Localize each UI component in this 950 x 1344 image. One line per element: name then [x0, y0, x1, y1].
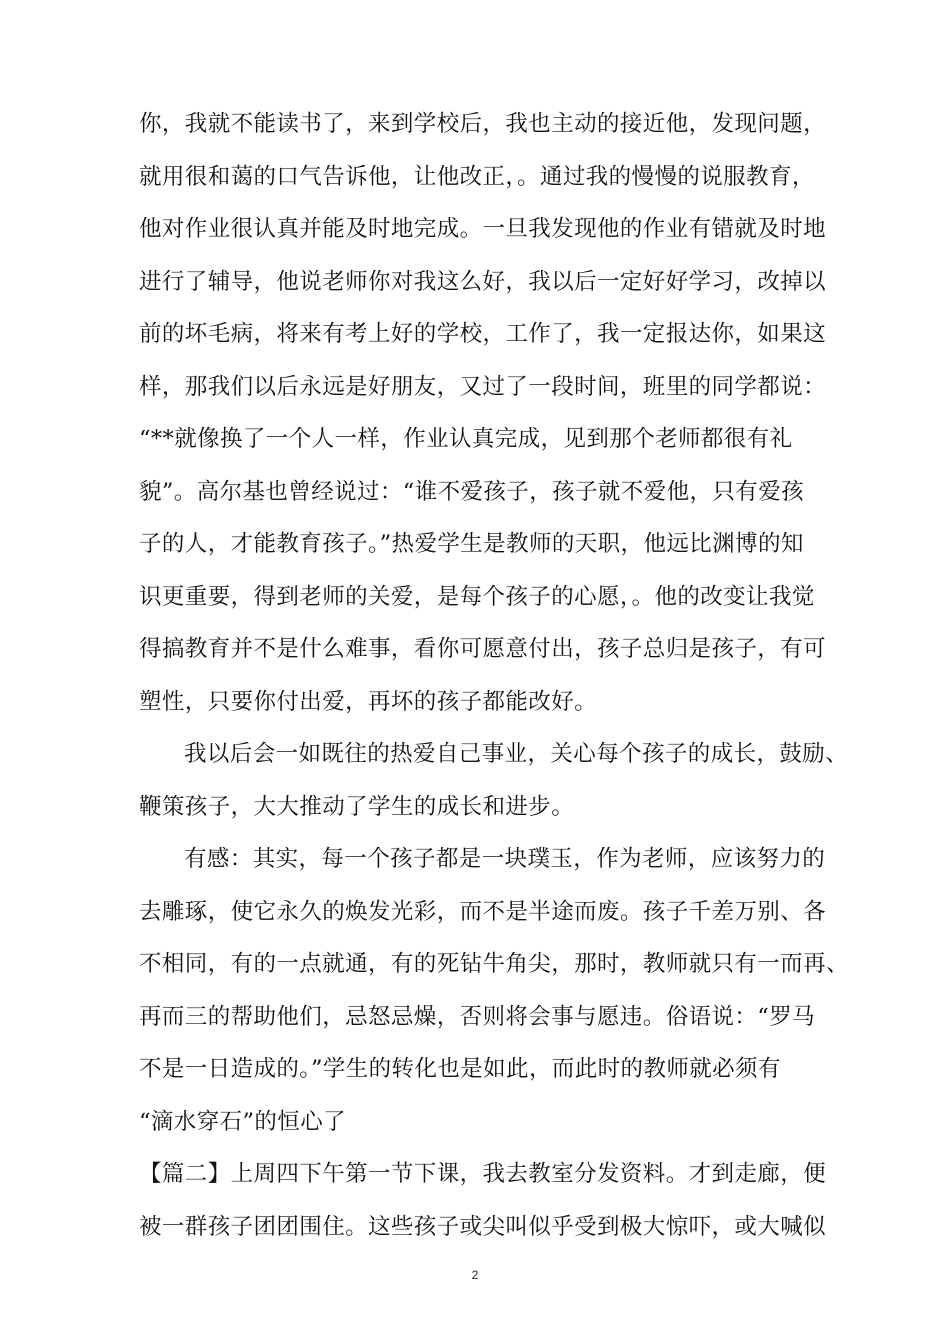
paragraph	[139, 728, 849, 833]
text-line: 就用很和蔼的口气告诉他，让他改正，。通过我的慢慢的说服教育，	[139, 163, 815, 190]
text-line: 进行了辅导，他说老师你对我这么好，我以后一定好好学习，改掉以	[139, 268, 827, 295]
text-line: 被一群孩子团团围住。这些孩子或尖叫似乎受到极大惊吓，或大喊似	[139, 1213, 827, 1240]
paragraph	[139, 1148, 829, 1253]
text-line: “滴水穿石”的恒心了	[139, 1108, 347, 1135]
text-line: 【篇二】上周四下午第一节下课，我去教室分发资料。才到走廊，便	[139, 1161, 827, 1187]
text-line: 再而三的帮助他们，忌怒忌燥，否则将会事与愿违。俗语说：“罗马	[139, 1003, 816, 1030]
text-line: 前的坏毛病，将来有考上好的学校，工作了，我一定报达你，如果这	[139, 321, 827, 347]
text-line: 得搞教育并不是什么难事，看你可愿意付出，孩子总归是孩子，有可	[139, 636, 827, 662]
text-line: 塑性，只要你付出爱，再坏的孩子都能改好。	[139, 688, 598, 715]
text-line: 我以后会一如既往的热爱自己事业，关心每个孩子的成长，鼓励、	[184, 741, 849, 767]
text-line: 有感：其实，每一个孩子都是一块璞玉，作为老师，应该努力的	[184, 846, 826, 872]
paragraph	[139, 833, 849, 1148]
text-line: 你，我就不能读书了，来到学校后，我也主动的接近他，发现问题，	[139, 111, 827, 137]
text-line: 去雕琢，使它永久的焕发光彩，而不是半途而废。孩子千差万别、各	[139, 898, 827, 925]
text-line: 子的人，才能教育孩子。”热爱学生是教师的天职，他远比渊博的知	[139, 531, 804, 557]
paragraph	[139, 98, 829, 728]
document-body	[139, 98, 849, 1253]
text-line: “**就像换了一个人一样，作业认真完成，见到那个老师都很有礼	[139, 426, 793, 452]
text-line: 样，那我们以后永远是好朋友，又过了一段时间，班里的同学都说：	[139, 373, 827, 400]
text-line: 他对作业很认真并能及时地完成。一旦我发现他的作业有错就及时地	[139, 216, 827, 242]
text-line: 不相同，有的一点就通，有的死钻牛角尖，那时，教师就只有一而再、	[139, 951, 849, 977]
text-line: 貌”。高尔基也曾经说过：“谁不爱孩子，孩子就不爱他，只有爱孩	[139, 478, 805, 505]
text-line: 鞭策孩子，大大推动了学生的成长和进步。	[139, 793, 575, 820]
page-number: 2	[471, 1268, 479, 1282]
text-line: 识更重要，得到老师的关爱，是每个孩子的心愿，。他的改变让我觉	[139, 583, 815, 610]
text-line: 不是一日造成的。”学生的转化也是如此，而此时的教师就必须有	[139, 1056, 781, 1082]
